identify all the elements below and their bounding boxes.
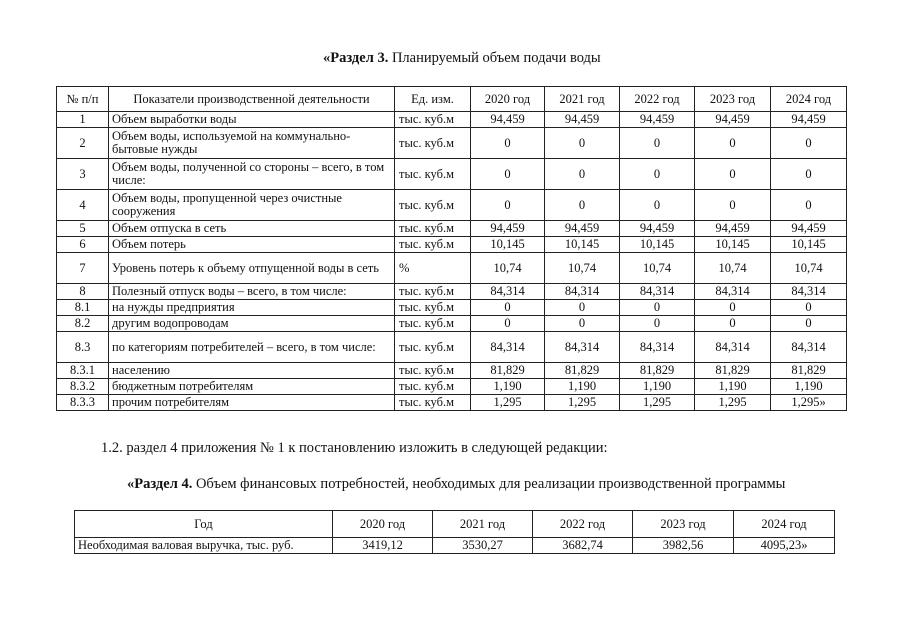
table-row (57, 300, 847, 316)
section3-title (323, 50, 601, 67)
value-cell: 0 (620, 300, 695, 316)
value-cell: 84,314 (771, 332, 847, 363)
indicator-cell: Объем воды, используемой на коммунально-бытовые нужды (109, 128, 395, 159)
value-cell: 0 (620, 316, 695, 332)
section4-title (127, 476, 785, 493)
section4-title-bold: «Раздел 4. (127, 476, 193, 492)
unit-cell: тыс. куб.м (395, 112, 471, 128)
row-number-cell: 1 (57, 112, 109, 128)
column-header: Год (75, 511, 333, 538)
column-header: Ед. изм. (395, 87, 471, 112)
value-cell: 84,314 (545, 332, 620, 363)
row-number-cell: 8.3.1 (57, 363, 109, 379)
value-cell: 0 (545, 300, 620, 316)
value-cell: 3419,12 (333, 538, 433, 554)
unit-cell: тыс. куб.м (395, 316, 471, 332)
value-cell: 0 (695, 316, 771, 332)
value-cell: 84,314 (695, 332, 771, 363)
table-row (57, 284, 847, 300)
value-cell: 94,459 (695, 221, 771, 237)
table-row (57, 159, 847, 190)
value-cell: 0 (771, 128, 847, 159)
value-cell: 10,74 (471, 253, 545, 284)
value-cell: 0 (471, 190, 545, 221)
section3-title-rest: Планируемый объем подачи воды (388, 50, 601, 66)
value-cell: 0 (471, 300, 545, 316)
indicator-cell: Уровень потерь к объему отпущенной воды в сеть (109, 253, 395, 284)
value-cell: 0 (695, 128, 771, 159)
value-cell: 81,829 (771, 363, 847, 379)
value-cell: 10,145 (471, 237, 545, 253)
indicator-cell: Объем выработки воды (109, 112, 395, 128)
table-header-row (57, 87, 847, 112)
value-cell: 94,459 (771, 112, 847, 128)
value-cell: 0 (471, 128, 545, 159)
unit-cell: тыс. куб.м (395, 221, 471, 237)
table-row (57, 221, 847, 237)
row-number-cell: 8.3.3 (57, 395, 109, 411)
column-header: 2024 год (734, 511, 835, 538)
value-cell: 84,314 (545, 284, 620, 300)
unit-cell: тыс. куб.м (395, 363, 471, 379)
water-supply-table (56, 86, 847, 411)
value-cell: 3982,56 (633, 538, 734, 554)
value-cell: 81,829 (695, 363, 771, 379)
value-cell: 94,459 (471, 112, 545, 128)
indicator-cell: Полезный отпуск воды – всего, в том числе: (109, 284, 395, 300)
value-cell: 84,314 (620, 332, 695, 363)
row-number-cell: 8.3.2 (57, 379, 109, 395)
table-header-row (75, 511, 835, 538)
value-cell: 0 (545, 128, 620, 159)
section3-title-bold: «Раздел 3. (323, 50, 389, 66)
value-cell: 84,314 (471, 284, 545, 300)
indicator-cell: Объем воды, пропущенной через очистные сооружения (109, 190, 395, 221)
unit-cell: тыс. куб.м (395, 159, 471, 190)
value-cell: 81,829 (620, 363, 695, 379)
value-cell: 1,190 (545, 379, 620, 395)
unit-cell: тыс. куб.м (395, 395, 471, 411)
value-cell: 10,74 (545, 253, 620, 284)
revenue-label-cell: Необходимая валовая выручка, тыс. руб. (75, 538, 333, 554)
value-cell: 94,459 (545, 221, 620, 237)
table-row (57, 237, 847, 253)
column-header: 2023 год (695, 87, 771, 112)
value-cell: 84,314 (620, 284, 695, 300)
table-row (57, 332, 847, 363)
table-row (57, 363, 847, 379)
indicator-cell: Объем потерь (109, 237, 395, 253)
indicator-cell: Объем воды, полученной со стороны – всего, в том числе: (109, 159, 395, 190)
column-header: 2021 год (545, 87, 620, 112)
indicator-cell: прочим потребителям (109, 395, 395, 411)
unit-cell: тыс. куб.м (395, 332, 471, 363)
value-cell: 94,459 (771, 221, 847, 237)
column-header: 2022 год (620, 87, 695, 112)
column-header: 2024 год (771, 87, 847, 112)
value-cell: 10,145 (771, 237, 847, 253)
indicator-cell: населению (109, 363, 395, 379)
value-cell: 1,295 (471, 395, 545, 411)
row-number-cell: 7 (57, 253, 109, 284)
unit-cell: тыс. куб.м (395, 379, 471, 395)
column-header: 2020 год (471, 87, 545, 112)
table-row (75, 538, 835, 554)
row-number-cell: 2 (57, 128, 109, 159)
value-cell: 94,459 (471, 221, 545, 237)
column-header: 2020 год (333, 511, 433, 538)
value-cell: 0 (771, 316, 847, 332)
amendment-paragraph: 1.2. раздел 4 приложения № 1 к постановлению изложить в следующей редакции: (101, 440, 608, 456)
value-cell: 10,74 (620, 253, 695, 284)
row-number-cell: 6 (57, 237, 109, 253)
value-cell: 0 (771, 159, 847, 190)
value-cell: 3682,74 (533, 538, 633, 554)
value-cell: 94,459 (620, 112, 695, 128)
table-row (57, 190, 847, 221)
indicator-cell: Объем отпуска в сеть (109, 221, 395, 237)
row-number-cell: 5 (57, 221, 109, 237)
value-cell: 10,74 (695, 253, 771, 284)
value-cell: 1,295 (620, 395, 695, 411)
row-number-cell: 3 (57, 159, 109, 190)
indicator-cell: бюджетным потребителям (109, 379, 395, 395)
table-row (57, 395, 847, 411)
unit-cell: тыс. куб.м (395, 284, 471, 300)
section4-title-rest: Объем финансовых потребностей, необходимых для реализации производственной программы (192, 476, 786, 492)
value-cell: 0 (471, 159, 545, 190)
table-row (57, 379, 847, 395)
value-cell: 0 (620, 190, 695, 221)
row-number-cell: 8.2 (57, 316, 109, 332)
value-cell: 10,145 (620, 237, 695, 253)
value-cell: 4095,23» (734, 538, 835, 554)
value-cell: 94,459 (695, 112, 771, 128)
table-row (57, 112, 847, 128)
indicator-cell: на нужды предприятия (109, 300, 395, 316)
indicator-cell: по категориям потребителей – всего, в том числе: (109, 332, 395, 363)
value-cell: 0 (620, 159, 695, 190)
column-header: 2022 год (533, 511, 633, 538)
row-number-cell: 4 (57, 190, 109, 221)
value-cell: 3530,27 (433, 538, 533, 554)
value-cell: 0 (471, 316, 545, 332)
value-cell: 1,295 (545, 395, 620, 411)
value-cell: 0 (771, 190, 847, 221)
value-cell: 84,314 (471, 332, 545, 363)
value-cell: 94,459 (545, 112, 620, 128)
column-header: Показатели производственной деятельности (109, 87, 395, 112)
column-header: 2021 год (433, 511, 533, 538)
column-header: № п/п (57, 87, 109, 112)
value-cell: 0 (771, 300, 847, 316)
value-cell: 10,145 (545, 237, 620, 253)
unit-cell: тыс. куб.м (395, 300, 471, 316)
row-number-cell: 8.3 (57, 332, 109, 363)
value-cell: 84,314 (695, 284, 771, 300)
column-header: 2023 год (633, 511, 734, 538)
table-row (57, 128, 847, 159)
unit-cell: тыс. куб.м (395, 128, 471, 159)
value-cell: 1,190 (620, 379, 695, 395)
value-cell: 0 (620, 128, 695, 159)
value-cell: 0 (545, 316, 620, 332)
table-row (57, 316, 847, 332)
financial-needs-table (74, 510, 835, 554)
indicator-cell: другим водопроводам (109, 316, 395, 332)
value-cell: 0 (695, 190, 771, 221)
value-cell: 81,829 (471, 363, 545, 379)
value-cell: 81,829 (545, 363, 620, 379)
value-cell: 0 (695, 300, 771, 316)
table-row (57, 253, 847, 284)
value-cell: 0 (695, 159, 771, 190)
unit-cell: тыс. куб.м (395, 237, 471, 253)
value-cell: 1,190 (471, 379, 545, 395)
value-cell: 1,190 (695, 379, 771, 395)
unit-cell: % (395, 253, 471, 284)
value-cell: 10,74 (771, 253, 847, 284)
row-number-cell: 8.1 (57, 300, 109, 316)
value-cell: 0 (545, 190, 620, 221)
value-cell: 0 (545, 159, 620, 190)
value-cell: 10,145 (695, 237, 771, 253)
unit-cell: тыс. куб.м (395, 190, 471, 221)
value-cell: 1,295 (695, 395, 771, 411)
row-number-cell: 8 (57, 284, 109, 300)
value-cell: 94,459 (620, 221, 695, 237)
value-cell: 84,314 (771, 284, 847, 300)
value-cell: 1,295» (771, 395, 847, 411)
value-cell: 1,190 (771, 379, 847, 395)
